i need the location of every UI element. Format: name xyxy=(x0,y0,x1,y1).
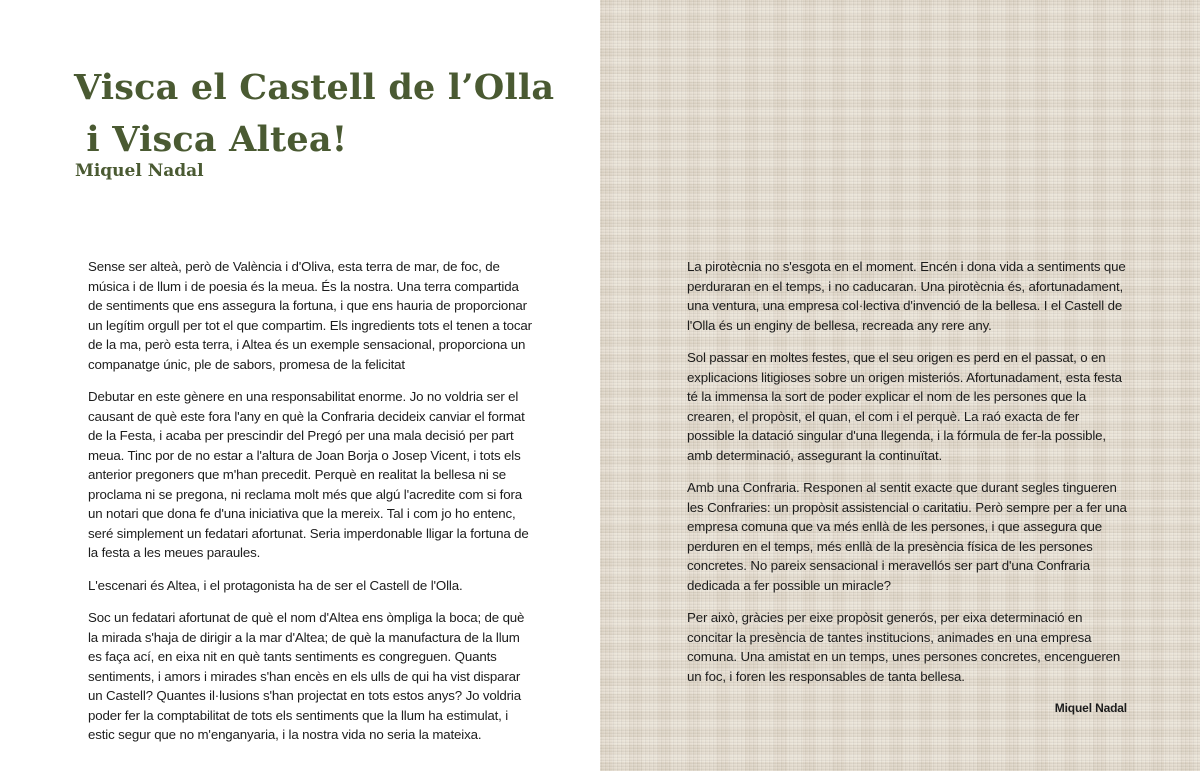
paragraph: La pirotècnia no s'esgota en el moment. Encén i dona vida a sentiments que perduraran en el temps, i no caducaran. Una pirotècnia és, afortunadament, una ventura, una empresa col·lectiva d'invenció de la bellesa. I el Castell de l'Olla és un enginy de bellesa, recreada any rere any. xyxy=(687,259,1126,333)
paragraph: Sense ser alteà, però de València i d'Oliva, esta terra de mar, de foc, de música i de llum i de poesia és la meua. És la nostra. Una terra compartida de sentiments que ens assegura la fortuna, i que ens hauria de proporcionar un legítim orgull per tot el que compartim. Els ingredients tots el tenen a tocar de la ma, però esta terra, i Altea és un exemple sensacional, proporciona un companatge únic, ple de sabors, promesa de la felicitat xyxy=(88,259,532,372)
paragraph: Sol passar en moltes festes, que el seu origen es perd en el passat, o en explicacions litigioses sobre un origen misteriós. Afortunadament, esta festa té la immensa la sort de poder explicar el nom de les persones que la crearen, el propòsit, el quan, el com i el perquè. La raó exacta de fer possible la datació singular d'una llegenda, i la fórmula de fer-la possible, amb determinació, assegurant la continuïtat. xyxy=(687,350,1122,463)
signature: Miquel Nadal xyxy=(1054,701,1127,715)
paragraph: Soc un fedatari afortunat de què el nom d'Altea ens òmpliga la boca; de què la mirada s'haja de dirigir a la mar d'Altea; de què la manufactura de la llum es faça ací, en eixa nit en què tants sentiments es congreguen. Quants sentiments, i amors i mirades s'han encès en els ulls de qui ha vist disparar un Castell? Quantes il·lusions s'han projectat en tots estos anys? Jo voldria poder fer la comptabilitat de tots els sentiments que la llum ha estimulat, i estic segur que no m'enganyaria, i la nostra vida no seria la mateixa. xyxy=(88,610,525,742)
left-text-column xyxy=(88,257,533,758)
title-line-1: Visca el Castell de l’Olla xyxy=(74,67,555,108)
paragraph: Debutar en este gènere en una responsabilitat enorme. Jo no voldria ser el causant de què este fora l'any en què la Confraria decideix canviar el format de la Festa, i acaba per prescindir del Pregó per una mala decisió per part meua. Tinc por de no estar a l'altura de Joan Borja o Josep Vicent, i tots els anterior pregoners que m'han precedit. Perquè en realitat la bellesa ni se proclama ni se pregona, ni reclama molt més que algú l'acredite com si fora un notari que dona fe d'una iniciativa que la mereix. Tal i com jo ho entenc, seré simplement un fedatari afortunat. Seria imperdonable lligar la fortuna de la festa a les meues paraules. xyxy=(88,389,529,560)
paragraph: Amb una Confraria. Responen al sentit exacte que durant segles tingueren les Confraries: un propòsit assistencial o caritatiu. Però sempre per a fer una empresa comuna que va més enllà de les persones, i que assegura que perduren en el temps, més enllà de la presència física de les persones concretes. No pareix sensacional i meravellós ser part d'una Confraria dedicada a fer possible un miracle? xyxy=(687,480,1127,593)
paragraph: L'escenari és Altea, i el protagonista ha de ser el Castell de l'Olla. xyxy=(88,577,463,593)
paragraph: Per això, gràcies per eixe propòsit generós, per eixa determinació en concitar la presència de tantes institucions, animades en una empresa comuna. Una amistat en un temps, unes persones concretes, encengueren un foc, i foren les responsables de tanta bellesa. xyxy=(687,610,1121,684)
title-line-2: i Visca Altea! xyxy=(74,119,348,160)
article-title xyxy=(74,62,554,166)
right-text-column xyxy=(687,257,1127,719)
author-byline: Miquel Nadal xyxy=(75,161,204,181)
